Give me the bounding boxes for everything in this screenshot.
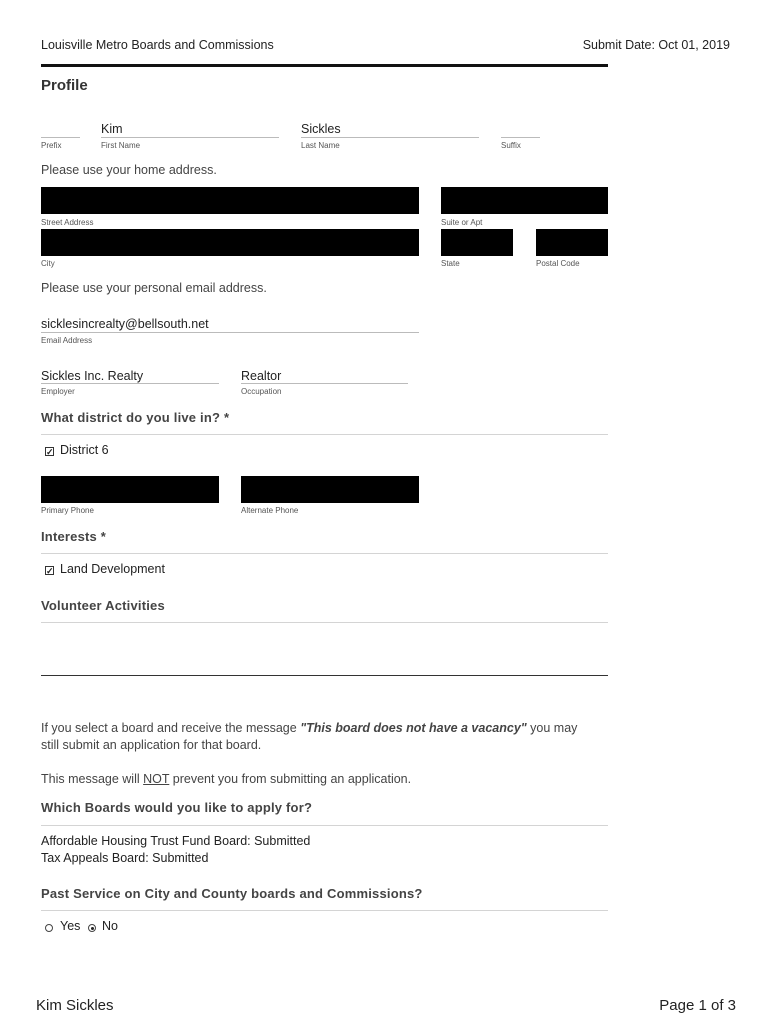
occupation-label: Occupation [241, 387, 282, 396]
header-rule [41, 64, 608, 67]
district-question: What district do you live in? * [41, 410, 230, 425]
radio-no-label: No [102, 919, 118, 933]
district-checkbox[interactable]: ✓ [46, 447, 54, 457]
notice-line1-post: you may [526, 721, 578, 735]
alternate-phone-redacted [241, 476, 419, 503]
employer-field [41, 369, 219, 384]
notice-line3-pre: This message will [41, 772, 144, 786]
primary-phone-redacted [41, 476, 219, 503]
submit-date: Submit Date: Oct 01, 2019 [582, 38, 730, 52]
board-item: Tax Appeals Board: Submitted [41, 851, 209, 865]
interest-checkbox[interactable]: ✓ [46, 566, 54, 576]
interests-rule [41, 553, 608, 554]
suite-label: Suite or Apt [441, 218, 483, 227]
suffix-label: Suffix [501, 141, 521, 150]
employer-value: Sickles Inc. Realty [41, 369, 144, 383]
first-name-value: Kim [101, 122, 123, 136]
footer-name: Kim Sickles [36, 997, 114, 1014]
address-note: Please use your home address. [41, 163, 217, 177]
alternate-phone-label: Alternate Phone [241, 506, 299, 515]
city-redacted [41, 229, 419, 256]
notice-quote: "This board does not have a vacancy" [300, 721, 527, 735]
email-value: sicklesincrealty@bellsouth.net [41, 317, 209, 331]
vacancy-notice [41, 720, 608, 754]
prefix-label: Prefix [41, 141, 62, 150]
district-choice: District 6 [60, 443, 109, 457]
first-name-field [101, 122, 279, 138]
occupation-value: Realtor [241, 369, 282, 383]
street-redacted [41, 187, 419, 214]
employer-label: Employer [41, 387, 75, 396]
postal-redacted [536, 229, 608, 256]
notice-line3-post: prevent you from submitting an application. [169, 772, 412, 786]
last-name-label: Last Name [301, 141, 340, 150]
board-item: Affordable Housing Trust Fund Board: Submitted [41, 834, 311, 848]
email-label: Email Address [41, 336, 93, 345]
street-label: Street Address [41, 218, 94, 227]
email-field [41, 317, 419, 333]
first-name-label: First Name [101, 141, 141, 150]
radio-yes[interactable] [45, 924, 53, 932]
suite-redacted [441, 187, 608, 214]
email-note: Please use your personal email address. [41, 281, 267, 295]
postal-label: Postal Code [536, 259, 580, 268]
notice-line1-pre: If you select a board and receive the message [41, 721, 301, 735]
boards-rule [41, 825, 608, 826]
boards-title: Which Boards would you like to apply for? [41, 800, 313, 815]
prefix-field [41, 122, 80, 138]
interests-title: Interests * [41, 529, 107, 544]
org-name: Louisville Metro Boards and Commissions [41, 38, 274, 52]
primary-phone-label: Primary Phone [41, 506, 94, 515]
volunteer-title: Volunteer Activities [41, 598, 165, 613]
occupation-field [241, 369, 408, 384]
past-service-rule [41, 910, 608, 911]
notice-not-prevent [41, 771, 411, 788]
profile-title: Profile [41, 77, 88, 94]
section-divider [41, 675, 608, 676]
footer-page: Page 1 of 3 [659, 997, 736, 1014]
notice-not: NOT [143, 772, 170, 786]
district-rule [41, 434, 608, 435]
last-name-value: Sickles [301, 122, 341, 136]
state-label: State [441, 259, 460, 268]
volunteer-rule [41, 622, 608, 623]
notice-line2: still submit an application for that board. [41, 738, 262, 752]
past-service-title: Past Service on City and County boards and Commissions? [41, 886, 423, 901]
radio-yes-label: Yes [60, 919, 81, 933]
state-redacted [441, 229, 513, 256]
last-name-field [301, 122, 479, 138]
city-label: City [41, 259, 55, 268]
radio-no[interactable] [88, 924, 96, 932]
interest-choice: Land Development [60, 562, 165, 576]
suffix-field [501, 122, 540, 138]
